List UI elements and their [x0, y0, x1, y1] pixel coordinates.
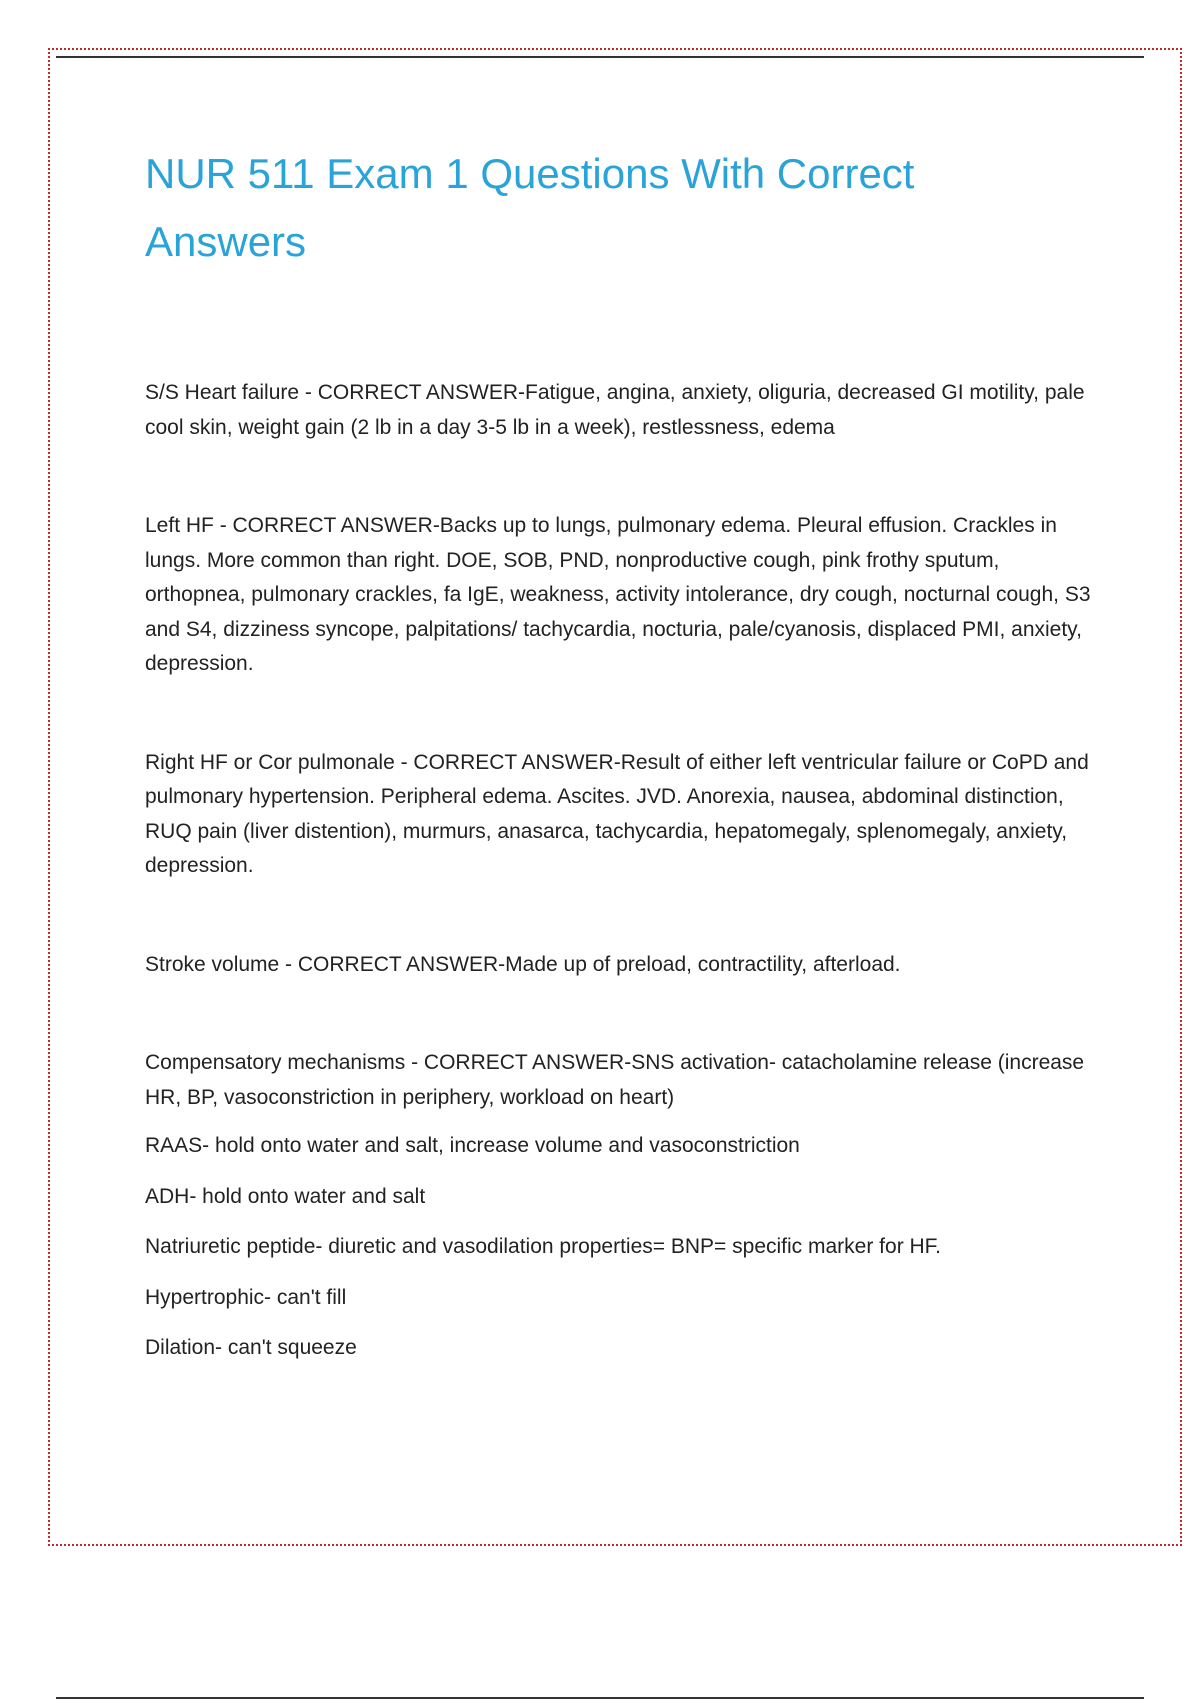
qa-compensatory-mechanisms: Compensatory mechanisms - CORRECT ANSWER-SNS activation- catacholamine release (increase HR, BP, vasoconstriction in periphery, workload on heart) — [145, 1051, 1085, 1109]
document-title: NUR 511 Exam 1 Questions With Correct Answers — [145, 150, 915, 265]
footer-rule — [56, 1697, 1144, 1699]
compensatory-line-adh: ADH- hold onto water and salt — [145, 1184, 426, 1208]
qa-right-hf: Right HF or Cor pulmonale - CORRECT ANSWER-Result of either left ventricular failure or CoPD and pulmonary hypertension. Peripheral edema. Ascites. JVD. Anorexia, nausea, abdominal distinction, RUQ pain (liver distention), murmurs, anasarca, tachycardia, hepatomegaly, splenomegaly, anxiety, depression. — [145, 750, 1089, 877]
compensatory-line-hypertrophic: Hypertrophic- can't fill — [145, 1285, 347, 1309]
qa-left-hf: Left HF - CORRECT ANSWER-Backs up to lungs, pulmonary edema. Pleural effusion. Crackles in lungs. More common than right. DOE, SOB, PND, nonproductive cough, pink frothy sputum, orthopnea, pulmonary crackles, fa IgE, weakness, activity intolerance, dry cough, nocturnal cough, S3 and S4, dizziness syncope, palpitations/ tachycardia, nocturia, pale/cyanosis, displaced PMI, anxiety, depression. — [145, 514, 1091, 675]
document-body — [145, 140, 1095, 1382]
qa-stroke-volume: Stroke volume - CORRECT ANSWER-Made up of preload, contractility, afterload. — [145, 952, 901, 976]
compensatory-line-natriuretic: Natriuretic peptide- diuretic and vasodilation properties= BNP= specific marker for HF. — [145, 1235, 942, 1258]
header-rule — [56, 56, 1144, 58]
compensatory-line-raas: RAAS- hold onto water and salt, increase volume and vasoconstriction — [145, 1134, 800, 1157]
compensatory-line-dilation: Dilation- can't squeeze — [145, 1336, 357, 1359]
qa-heart-failure-signs: S/S Heart failure - CORRECT ANSWER-Fatigue, angina, anxiety, oliguria, decreased GI motility, pale cool skin, weight gain (2 lb in a day 3-5 lb in a week), restlessness, edema — [145, 381, 1085, 439]
